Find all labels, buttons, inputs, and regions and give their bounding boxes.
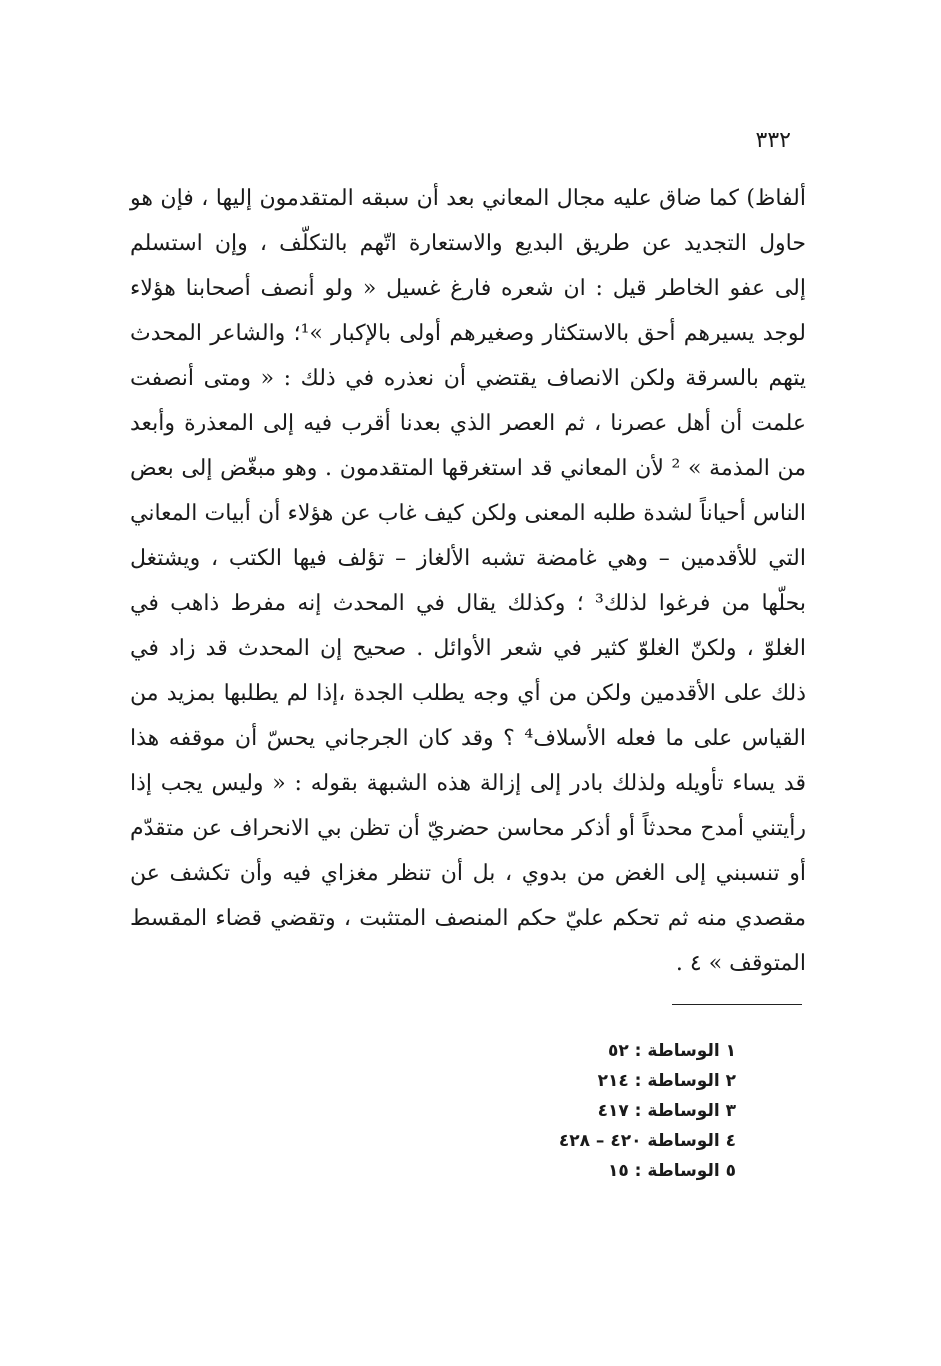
text-line: إلى عفو الخاطر قيل : ان شعره فارغ غسيل « ولو أنصف أصحابنا هؤلاء <box>130 276 806 301</box>
text-line: القياس على ما فعله الأسلاف⁴ ؟ وقد كان الجرجاني يحسّ أن موقفه هذا <box>130 726 806 751</box>
text-line: أو تنسبني إلى الغض من بدوي ، بل أن تنظر مغزاي فيه وأن تكشف عن <box>130 861 806 886</box>
body-text <box>130 176 806 986</box>
text-line: ألفاظ) كما ضاق عليه مجال المعاني بعد أن سبقه المتقدمون إليها ، فإن هو <box>130 186 806 211</box>
footnote-divider <box>672 1004 802 1005</box>
text-line: الناس أحياناً لشدة طلبه المعنى ولكن كيف غاب عن هؤلاء أن أبيات المعاني <box>130 501 806 526</box>
page-number: ٣٣٢ <box>755 128 791 153</box>
text-line: لوجد يسيرهم أحق بالاستكثار وصغيرهم أولى بالإكبار »¹؛ والشاعر المحدث <box>130 321 806 346</box>
text-line: الغلوّ ، ولكنّ الغلوّ كثير في شعر الأوائل . صحيح إن المحدث قد زاد في <box>130 636 806 661</box>
text-line: علمت أن أهل عصرنا ، ثم العصر الذي بعدنا أقرب فيه إلى المعذرة وأبعد <box>130 411 806 436</box>
footnotes <box>559 1036 736 1186</box>
footnote: ٤ الوساطة ٤٢٠ – ٤٢٨ <box>558 1131 736 1151</box>
text-line: المتوقف » ٤ . <box>675 951 806 976</box>
text-line: حاول التجديد عن طريق البديع والاستعارة اتّهم بالتكلّف ، وإن استسلم <box>130 231 806 256</box>
footnote: ٥ الوساطة : ١٥ <box>607 1161 736 1181</box>
text-line: قد يساء تأويله ولذلك بادر إلى إزالة هذه الشبهة بقوله : « وليس يجب إذا <box>130 771 806 796</box>
text-line: يتهم بالسرقة ولكن الانصاف يقتضي أن نعذره في ذلك : « ومتى أنصفت <box>130 366 806 391</box>
text-line: ذلك على الأقدمين ولكن من أي وجه يطلب الجدة ،إذا لم يطلبها بمزيد من <box>130 681 806 706</box>
text-line: رأيتني أمدح محدثاً أو أذكر محاسن حضريّ أن تظن بي الانحراف عن متقدّم <box>130 816 806 841</box>
footnote: ٣ الوساطة : ٤١٧ <box>597 1101 736 1121</box>
footnote: ١ الوساطة : ٥٢ <box>607 1041 736 1061</box>
text-line: مقصدي منه ثم تحكم عليّ حكم المنصف المتثبت ، وتقضي قضاء المقسط <box>130 906 806 931</box>
text-line: من المذمة » ² لأن المعاني قد استغرقها المتقدمون . وهو مبغّض إلى بعض <box>130 456 807 481</box>
footnote: ٢ الوساطة : ٢١٤ <box>597 1071 736 1091</box>
text-line: بحلّها من فرغوا لذلك³ ؛ وكذلك يقال في المحدث إنه مفرط ذاهب في <box>130 591 806 616</box>
text-line: التي للأقدمين – وهي غامضة تشبه الألغاز – تؤلف فيها الكتب ، ويشتغل <box>130 546 806 571</box>
